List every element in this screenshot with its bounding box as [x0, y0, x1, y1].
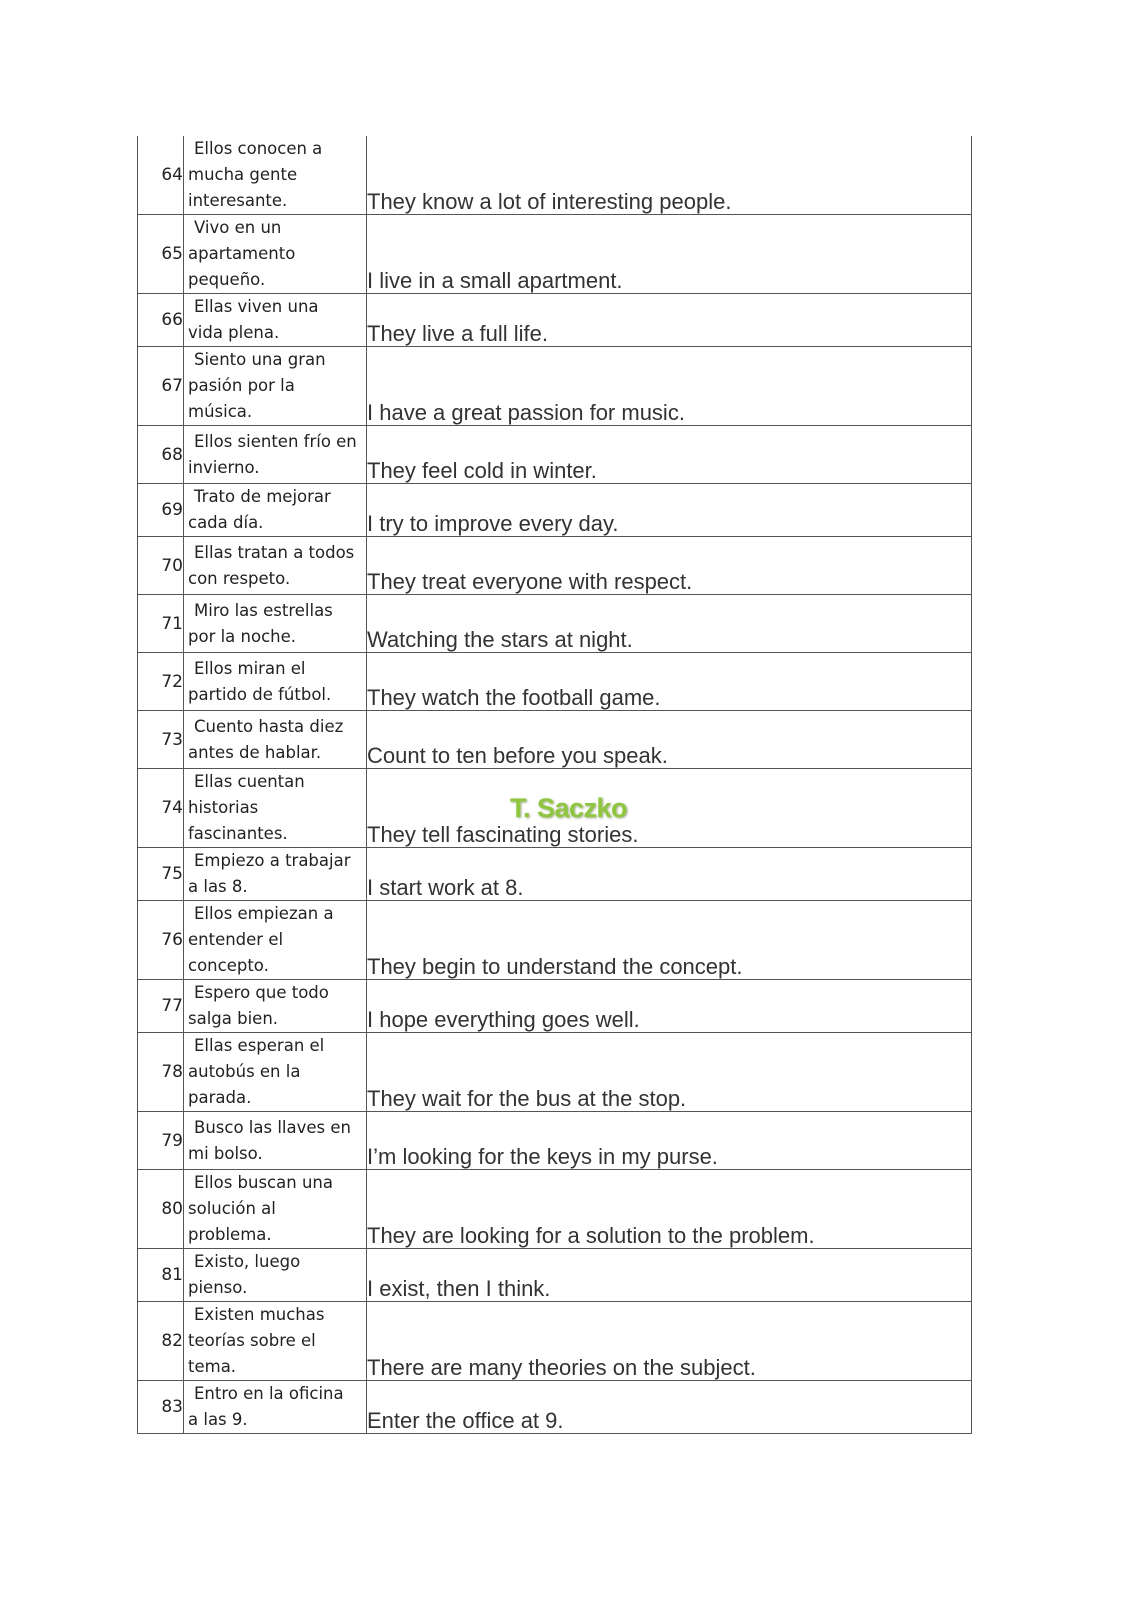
english-sentence: I have a great passion for music. — [367, 347, 972, 426]
spanish-cell — [184, 1170, 367, 1249]
row-number: 71 — [138, 595, 184, 653]
spanish-cell — [184, 1249, 367, 1302]
spanish-sentence: Espero que todo salga bien. — [188, 983, 329, 1028]
spanish-sentence: Busco las llaves en mi bolso. — [188, 1117, 351, 1163]
table-row — [138, 1033, 972, 1112]
english-sentence: Enter the office at 9. — [367, 1381, 972, 1434]
english-sentence: They know a lot of interesting people. — [367, 136, 972, 215]
english-sentence: They watch the football game. — [367, 653, 972, 711]
row-number: 70 — [138, 537, 184, 595]
row-number: 78 — [138, 1033, 184, 1112]
table-row — [138, 901, 972, 980]
row-number: 79 — [138, 1112, 184, 1170]
spanish-cell — [184, 595, 367, 653]
spanish-cell — [184, 215, 367, 294]
spanish-sentence: Ellos miran el partido de fútbol. — [188, 658, 332, 704]
table-row — [138, 595, 972, 653]
english-sentence: There are many theories on the subject. — [367, 1302, 972, 1381]
english-sentence: They feel cold in winter. — [367, 426, 972, 484]
table-row — [138, 1112, 972, 1170]
vocabulary-table — [137, 136, 972, 1434]
english-sentence: I hope everything goes well. — [367, 980, 972, 1033]
table-row — [138, 426, 972, 484]
table-row — [138, 711, 972, 769]
english-sentence: They wait for the bus at the stop. — [367, 1033, 972, 1112]
spanish-sentence: Ellas esperan el autobús en la parada. — [188, 1036, 325, 1107]
spanish-cell — [184, 769, 367, 848]
row-number: 74 — [138, 769, 184, 848]
spanish-cell — [184, 1302, 367, 1381]
row-number: 75 — [138, 848, 184, 901]
table-row — [138, 1170, 972, 1249]
spanish-cell — [184, 848, 367, 901]
spanish-sentence: Ellos sienten frío en invierno. — [188, 431, 357, 477]
table-row — [138, 136, 972, 215]
row-number: 67 — [138, 347, 184, 426]
english-sentence: I start work at 8. — [367, 848, 972, 901]
spanish-sentence: Trato de mejorar cada día. — [188, 487, 331, 532]
table-row — [138, 1381, 972, 1434]
row-number: 72 — [138, 653, 184, 711]
spanish-sentence: Miro las estrellas por la noche. — [188, 600, 333, 646]
spanish-sentence: Ellos empiezan a entender el concepto. — [188, 904, 334, 975]
row-number: 73 — [138, 711, 184, 769]
english-sentence: I live in a small apartment. — [367, 215, 972, 294]
spanish-cell — [184, 347, 367, 426]
row-number: 82 — [138, 1302, 184, 1381]
table-row — [138, 653, 972, 711]
english-sentence: They tell fascinating stories. — [367, 769, 972, 848]
english-sentence: Count to ten before you speak. — [367, 711, 972, 769]
table-row — [138, 848, 972, 901]
spanish-sentence: Ellos buscan una solución al problema. — [188, 1173, 333, 1244]
spanish-cell — [184, 1033, 367, 1112]
row-number: 80 — [138, 1170, 184, 1249]
row-number: 83 — [138, 1381, 184, 1434]
row-number: 76 — [138, 901, 184, 980]
table-row — [138, 1249, 972, 1302]
table-row — [138, 294, 972, 347]
spanish-cell — [184, 980, 367, 1033]
english-sentence: They treat everyone with respect. — [367, 537, 972, 595]
spanish-sentence: Vivo en un apartamento pequeño. — [188, 218, 296, 289]
spanish-sentence: Ellas tratan a todos con respeto. — [188, 542, 355, 588]
spanish-sentence: Empiezo a trabajar a las 8. — [188, 851, 351, 896]
row-number: 81 — [138, 1249, 184, 1302]
spanish-sentence: Siento una gran pasión por la música. — [188, 350, 326, 421]
spanish-cell — [184, 653, 367, 711]
table-row — [138, 537, 972, 595]
spanish-cell — [184, 136, 367, 215]
row-number: 66 — [138, 294, 184, 347]
spanish-sentence: Ellas viven una vida plena. — [188, 297, 319, 342]
english-sentence: I try to improve every day. — [367, 484, 972, 537]
spanish-cell — [184, 484, 367, 537]
spanish-cell — [184, 901, 367, 980]
english-sentence: They are looking for a solution to the problem. — [367, 1170, 972, 1249]
spanish-cell — [184, 1381, 367, 1434]
english-sentence: They begin to understand the concept. — [367, 901, 972, 980]
spanish-cell — [184, 1112, 367, 1170]
row-number: 77 — [138, 980, 184, 1033]
english-sentence: Watching the stars at night. — [367, 595, 972, 653]
row-number: 65 — [138, 215, 184, 294]
spanish-sentence: Ellos conocen a mucha gente interesante. — [188, 139, 323, 210]
spanish-sentence: Existen muchas teorías sobre el tema. — [188, 1305, 325, 1376]
spanish-cell — [184, 294, 367, 347]
english-sentence: I’m looking for the keys in my purse. — [367, 1112, 972, 1170]
spanish-cell — [184, 426, 367, 484]
table-row — [138, 347, 972, 426]
row-number: 64 — [138, 136, 184, 215]
english-sentence: I exist, then I think. — [367, 1249, 972, 1302]
row-number: 68 — [138, 426, 184, 484]
english-sentence: They live a full life. — [367, 294, 972, 347]
table-row — [138, 484, 972, 537]
table-row — [138, 1302, 972, 1381]
table-row — [138, 215, 972, 294]
table-row — [138, 980, 972, 1033]
spanish-sentence: Ellas cuentan historias fascinantes. — [188, 772, 305, 843]
row-number: 69 — [138, 484, 184, 537]
spanish-sentence: Entro en la oficina a las 9. — [188, 1384, 344, 1429]
spanish-cell — [184, 711, 367, 769]
author-watermark: T. Saczko — [510, 793, 628, 823]
spanish-cell — [184, 537, 367, 595]
spanish-sentence: Cuento hasta diez antes de hablar. — [188, 716, 344, 762]
spanish-sentence: Existo, luego pienso. — [188, 1252, 301, 1297]
